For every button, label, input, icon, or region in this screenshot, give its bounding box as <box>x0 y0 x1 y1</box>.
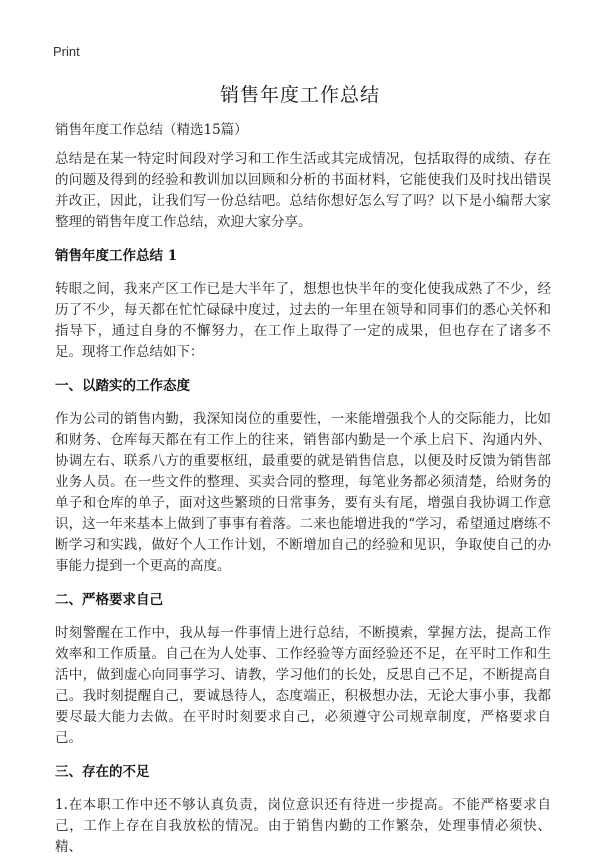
section-heading-3: 三、存在的不足 <box>55 764 150 780</box>
page-title: 销售年度工作总结 <box>219 84 380 106</box>
section-heading-1: 一、以踏实的工作态度 <box>55 378 190 394</box>
document-subtitle: 销售年度工作总结（精选15篇） <box>55 122 248 138</box>
opening-paragraph: 转眼之间，我来产区工作已是大半年了，想想也快半年的变化使我成熟了不少，经历了不少，每天都在忙忙碌碌中度过，过去的一年里在领导和同事们的悉心关怀和指导下，通过自身的不懈努力，在工作上取得了一定的成果，但也存在了诸多不足。现将工作总结如下： <box>55 281 551 360</box>
intro-paragraph: 总结是在某一特定时间段对学习和工作生活或其完成情况，包括取得的成绩、存在的问题及得到的经验和教训加以回顾和分析的书面材料，它能使我们及时找出错误并改正，因此，让我们写一份总结吧。总结你想好怎么写了吗？以下是小编帮大家整理的销售年度工作总结，欢迎大家分享。 <box>55 151 551 230</box>
document-body <box>55 120 551 858</box>
article-heading: 销售年度工作总结 1 <box>55 248 178 264</box>
section-body-3: 1.在本职工作中还不够认真负责，岗位意识还有待进一步提高。不能严格要求自己，工作上存在自我放松的情况。由于销售内勤的工作繁杂，处理事情必须快、精、 <box>55 797 551 855</box>
print-link[interactable]: Print <box>53 44 80 59</box>
section-body-2: 时刻警醒在工作中，我从每一件事情上进行总结，不断摸索，掌握方法，提高工作效率和工作质量。自己在为人处事、工作经验等方面经验还不足，在平时工作和生活中，做到虚心向同事学习、请教，学习他们的长处，反思自己不足，不断提高自己。我时刻提醒自己，要诚恳待人，态度端正，积极想办法，无论大事小事，我都要尽最大能力去做。在平时时刻要求自己，必须遵守公司规章制度，严格要求自己。 <box>55 625 551 746</box>
section-heading-2: 二、严格要求自己 <box>55 592 163 608</box>
section-body-1: 作为公司的销售内勤，我深知岗位的重要性，一来能增强我个人的交际能力，比如和财务、仓库每天都在有工作上的往来，销售部内勤是一个承上启下、沟通内外、协调左右、联系八方的重要枢纽，最重要的就是销售信息，以便及时反馈为销售部业务人员。在一些文件的整理、买卖合同的整理，每笔业务都必须清楚，给财务的单子和仓库的单子，面对这些繁琐的日常事务，要有头有尾，增强自我协调工作意识，这一年来基本上做到了事事有着落。二来也能增进我的“学习，希望通过磨练不断学习和实践，做好个人工作计划，不断增加自己的经验和见识，争取使自己的办事能力提到一个更高的高度。 <box>55 411 551 574</box>
